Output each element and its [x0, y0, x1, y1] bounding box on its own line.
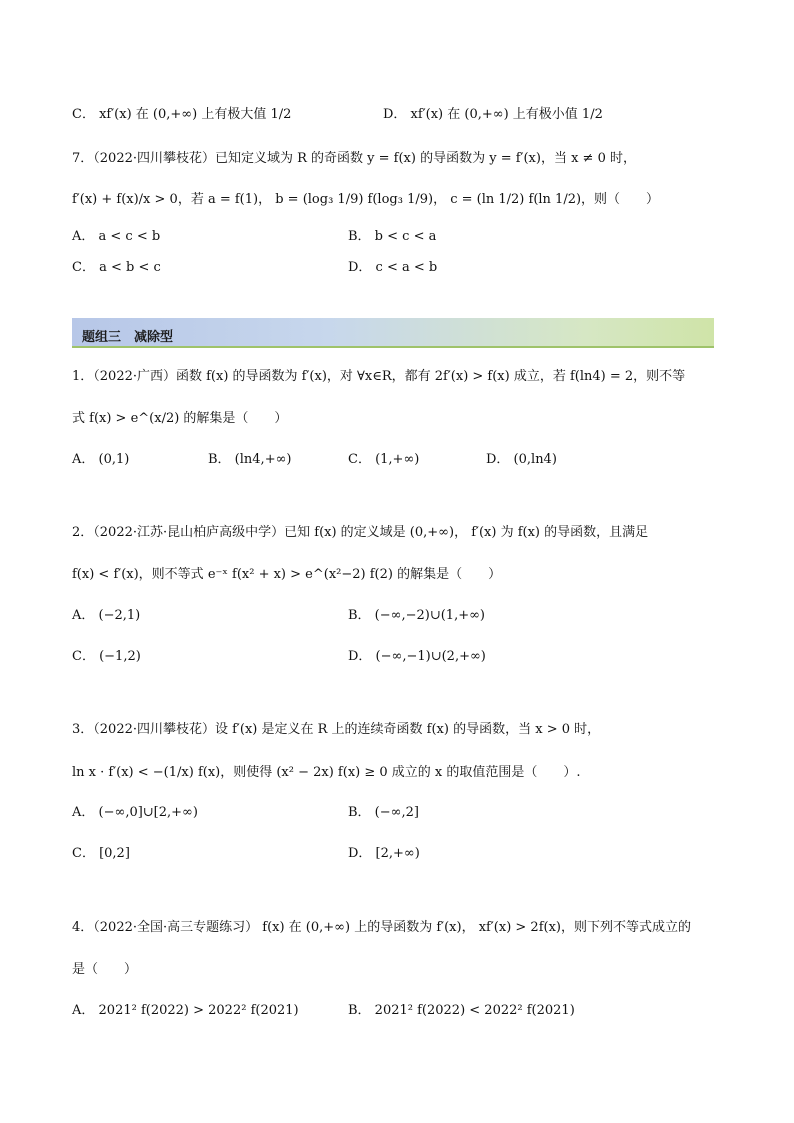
q7-option-c: C． a < b < c [72, 260, 161, 275]
q4-option-b: B． 2021² f(2022) < 2022² f(2021) [348, 1003, 575, 1018]
q4-stem-line2: 是（ ） [72, 962, 138, 977]
q3-option-c: C． [0,2] [72, 846, 130, 861]
q7-option-d: D． c < a < b [348, 260, 438, 275]
q1-stem-line2: 式 f(x) > e^(x/2) 的解集是（ ） [72, 411, 288, 426]
q1-option-a: A． (0,1) [72, 452, 130, 467]
q3-option-d: D． [2,+∞) [348, 846, 420, 861]
q2-option-a: A． (−2,1) [72, 608, 141, 623]
q1-option-d: D． (0,ln4) [486, 452, 557, 467]
section-title: 题组三 减除型 [82, 330, 174, 345]
q3-option-b: B． (−∞,2] [348, 805, 419, 820]
q2-stem-line2: f(x) < f′(x)，则不等式 e⁻ˣ f(x² + x) > e^(x²−2) f(2) 的解集是（ ） [72, 567, 502, 582]
q7-option-a: A． a < c < b [72, 229, 161, 244]
q4-stem-line1: 4．（2022·全国·高三专题练习） f(x) 在 (0,+∞) 上的导函数为 f′(x)， xf′(x) > 2f(x)，则下列不等式成立的 [72, 920, 691, 935]
q1-stem-line1: 1．（2022·广西）函数 f(x) 的导函数为 f′(x)，对 ∀x∈R，都有 2f′(x) > f(x) 成立，若 f(ln4) = 2，则不等 [72, 369, 686, 384]
q3-option-a: A． (−∞,0]∪[2,+∞) [72, 805, 198, 820]
q2-option-c: C． (−1,2) [72, 649, 141, 664]
section-header [72, 318, 714, 348]
q2-stem-line1: 2．（2022·江苏·昆山柏庐高级中学）已知 f(x) 的定义域是 (0,+∞)， f′(x) 为 f(x) 的导函数，且满足 [72, 525, 649, 540]
prev-option-c: C． xf′(x) 在 (0,+∞) 上有极大值 1/2 [72, 107, 292, 122]
q2-option-b: B． (−∞,−2)∪(1,+∞) [348, 608, 486, 623]
prev-option-d: D． xf′(x) 在 (0,+∞) 上有极小值 1/2 [383, 107, 603, 122]
q3-stem-line1: 3．（2022·四川攀枝花）设 f′(x) 是定义在 R 上的连续奇函数 f(x) 的导函数，当 x > 0 时， [72, 722, 601, 737]
q1-option-c: C． (1,+∞) [348, 452, 420, 467]
q4-option-a: A． 2021² f(2022) > 2022² f(2021) [72, 1003, 299, 1018]
q7-option-b: B． b < c < a [348, 229, 437, 244]
q7-stem-line2: f′(x) + f(x)/x > 0，若 a = f(1)， b = (log₃ 1/9) f(log₃ 1/9)， c = (ln 1/2) f(ln 1/2)，则（ ） [72, 192, 660, 207]
q3-stem-line2: ln x · f′(x) < −(1/x) f(x)，则使得 (x² − 2x) f(x) ≥ 0 成立的 x 的取值范围是（ ）. [72, 765, 581, 780]
q1-option-b: B． (ln4,+∞) [208, 452, 292, 467]
q7-stem-line1: 7．（2022·四川攀枝花）已知定义域为 R 的奇函数 y = f(x) 的导函数为 y = f′(x)，当 x ≠ 0 时， [72, 151, 636, 166]
q2-option-d: D． (−∞,−1)∪(2,+∞) [348, 649, 486, 664]
